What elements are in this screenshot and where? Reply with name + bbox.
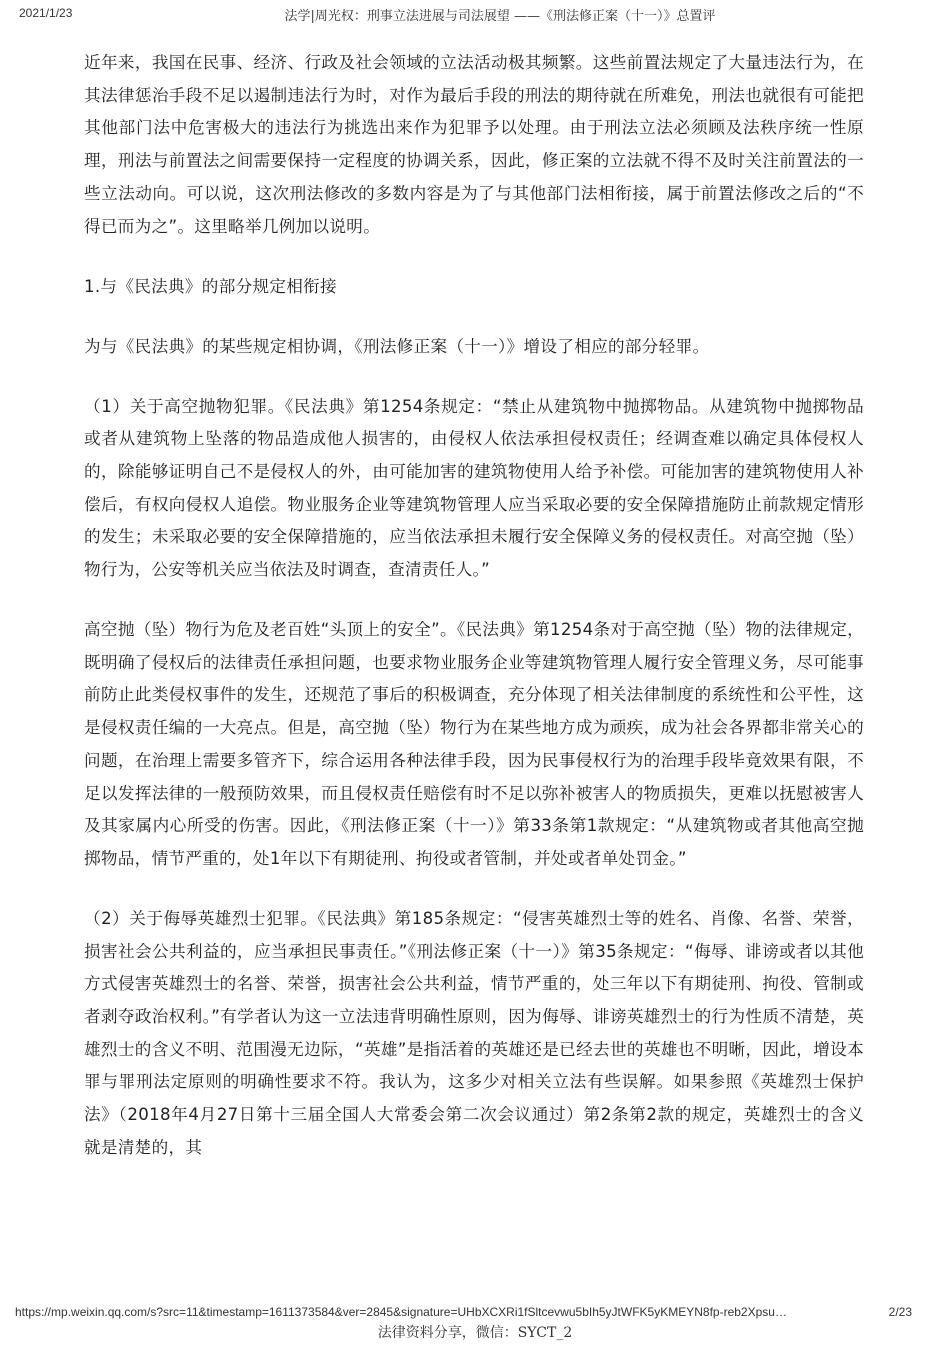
section-heading: 1.与《民法典》的部分规定相衔接: [84, 276, 337, 296]
print-header: [0, 0, 950, 30]
print-date: 2021/1/23: [19, 6, 73, 20]
print-footer: [0, 1305, 950, 1345]
source-url: https://mp.weixin.qq.com/s?src=11&timestamp=1611373584&ver=2845&signature=UHbXCXRi1fSltcevwu5bIh5yJtWFK5yKMEYN8fp-reb2Xpsu…: [15, 1305, 787, 1319]
paragraph-high-altitude-throwing: （1）关于高空抛物犯罪。《民法典》第1254条规定：“禁止从建筑物中抛掷物品。从建筑物中抛掷物品或者从建筑物上坠落的物品造成他人损害的，由侵权人依法承担侵权责任；经调查难以确定具体侵权人的，除能够证明自己不是侵权人的外，由可能加害的建筑物使用人给予补偿。可能加害的建筑物使用人补偿后，有权向侵权人追偿。物业服务企业等建筑物管理人应当采取必要的安全保障措施防止前款规定情形的发生；未采取必要的安全保障措施的，应当依法承担未履行安全保障义务的侵权责任。对高空抛（坠）物行为，公安等机关应当依法及时调查，查清责任人。”: [84, 396, 864, 580]
paragraph-intro: 近年来，我国在民事、经济、行政及社会领域的立法活动极其频繁。这些前置法规定了大量违法行为，在其法律惩治手段不足以遏制违法行为时，对作为最后手段的刑法的期待就在所难免，刑法也就很有可能把其他部门法中危害极大的违法行为挑选出来作为犯罪予以处理。由于刑法立法必须顾及法秩序统一性原理，刑法与前置法之间需要保持一定程度的协调关系，因此，修正案的立法就不得不及时关注前置法的一些立法动向。可以说，这次刑法修改的多数内容是为了与其他部门法相衔接，属于前置法修改之后的“不得已而为之”。这里略举几例加以说明。: [84, 53, 864, 236]
article-body: [84, 47, 864, 1165]
paragraph-heroes-martyrs: （2）关于侮辱英雄烈士犯罪。《民法典》第185条规定：“侵害英雄烈士等的姓名、肖像、名誉、荣誉，损害社会公共利益的，应当承担民事责任。”《刑法修正案（十一）》第35条规定：“侮辱、诽谤或者以其他方式侵害英雄烈士的名誉、荣誉，损害社会公共利益，情节严重的，处三年以下有期徒刑、拘役、管制或者剥夺政治权利。”有学者认为这一立法违背明确性原则，因为侮辱、诽谤英雄烈士的行为性质不清楚，英雄烈士的含义不明、范围漫无边际，“英雄”是指活着的英雄还是已经去世的英雄也不明晰，因此，增设本罪与罪刑法定原则的明确性要求不符。我认为，这多少对相关立法有些误解。如果参照《英雄烈士保护法》（2018年4月27日第十三届全国人大常委会第二次会议通过）第2条第2款的规定，英雄烈士的含义就是清楚的，其: [84, 908, 864, 1157]
page-number: 2/23: [888, 1305, 912, 1319]
watermark-text: 法律资料分享，微信：SYCT_2: [377, 1325, 573, 1341]
paragraph-high-altitude-analysis: 高空抛（坠）物行为危及老百姓“头顶上的安全”。《民法典》第1254条对于高空抛（坠）物的法律规定，既明确了侵权后的法律责任承担问题，也要求物业服务企业等建筑物管理人履行安全管理义务，尽可能事前防止此类侵权事件的发生，还规范了事后的积极调查，充分体现了相关法律制度的系统性和公平性，这是侵权责任编的一大亮点。但是，高空抛（坠）物行为在某些地方成为顽疾，成为社会各界都非常关心的问题，在治理上需要多管齐下，综合运用各种法律手段，因为民事侵权行为的治理手段毕竟效果有限，不足以发挥法律的一般预防效果，而且侵权责任赔偿有时不足以弥补被害人的物质损失，更难以抚慰被害人及其家属内心所受的伤害。因此，《刑法修正案（十一）》第33条第1款规定：“从建筑物或者其他高空抛掷物品，情节严重的，处1年以下有期徒刑、拘役或者管制，并处或者单处罚金。”: [84, 620, 864, 868]
paragraph-civil-code: 为与《民法典》的某些规定相协调，《刑法修正案（十一）》增设了相应的部分轻罪。: [84, 336, 710, 356]
document-title: 法学|周光权：刑事立法进展与司法展望 ——《刑法修正案（十一）》总置评: [284, 9, 716, 24]
